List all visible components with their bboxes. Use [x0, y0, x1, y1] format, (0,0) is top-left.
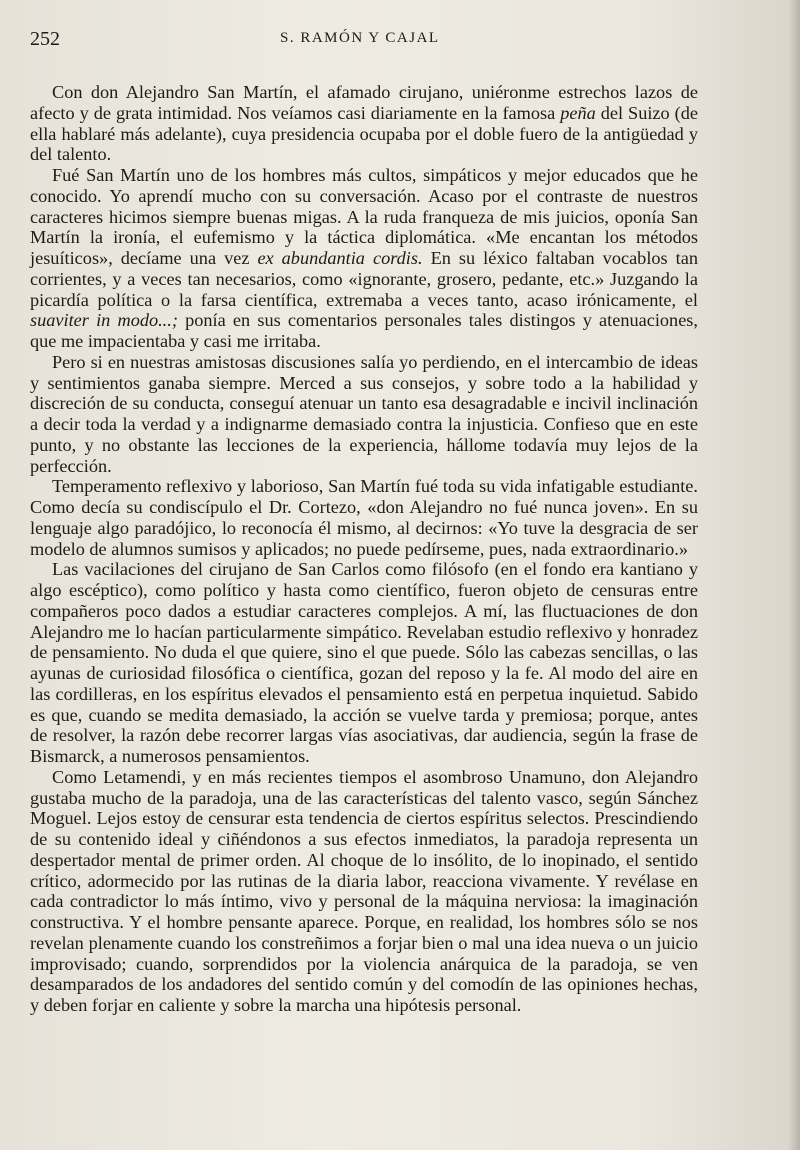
text-run: En su léxico faltaban vocablos tan corrientes, y a veces tan necesarios, como «ignorante, grosero, pedante, etc.» Juzgando la picardía política o la farsa científica, extremaba a veces tanto, acaso irónicamente, el — [30, 248, 698, 310]
paragraph — [30, 82, 698, 165]
paragraph — [30, 352, 698, 477]
italic-phrase: peña — [560, 102, 596, 123]
paragraph — [30, 559, 698, 767]
paragraph — [30, 165, 698, 352]
text-run: del Suizo (de ella hablaré más adelante), cuya presidencia ocupaba por el doble fuero de la antigüedad y del talento. — [30, 102, 699, 165]
italic-phrase: suaviter in modo...; — [30, 310, 178, 331]
text-run: Temperamento reflexivo y laborioso, San Martín fué toda su vida infatigable estudiante. Como decía su condiscípulo el Dr. Cortezo, «don Alejandro no fué nunca joven». En su lenguaje algo paradójico, lo reconocía él mismo, al decirnos: «Yo tuve la desgracia de ser modelo de alumnos sumisos y aplicados; no puede pedírseme, pues, nada extraordinario.» — [30, 476, 698, 559]
running-title: S. RAMÓN Y CAJAL — [280, 30, 440, 46]
page-gutter-shadow — [788, 0, 800, 1150]
text-run: Las vacilaciones del cirujano de San Carlos como filósofo (en el fondo era kantiano y algo escéptico), como político y hasta como científico, fueron objeto de censuras entre compañeros poco dados a estudiar caracteres complejos. A mí, las fluctuaciones de don Alejandro me lo hacían particularmente simpático. Revelaban estudio reflexivo y honradez de pensamiento. No duda el que quiere, sino el que puede. Sólo las cabezas sencillas, o las ayunas de curiosidad filosófica o científica, gozan del reposo y la fe. Al modo del aire en las cordilleras, en los espíritus elevados el pensamiento está en perpetua inquietud. Sabido es que, cuando se medita demasiado, la acción se vuelve tarda y premiosa; porque, antes de resolver, la razón debe recorrer largas vías asociativas, dar audiencia, según la frase de Bismarck, a numerosos pensamientos. — [30, 559, 698, 766]
italic-phrase: ex abundantia cordis. — [257, 248, 423, 268]
text-run: Como Letamendi, y en más recientes tiempos el asombroso Unamuno, don Alejandro gustaba mucho de la paradoja, una de las características del talento vasco, según Sánchez Moguel. Lejos estoy de censurar esta tendencia de ciertos espíritus selectos. Prescindiendo de su contenido ideal y ciñéndonos a sus efectos inmediatos, la paradoja representa un despertador mental de primer orden. Al choque de lo insólito, de lo inopinado, el sentido crítico, adormecido por las rutinas de la diaria labor, reacciona vivamente. Y revélase en cada contradictor lo más íntimo, vivo y personal de la máquina nerviosa: la imaginación constructiva. Y el hombre pensante aparece. Porque, en realidad, los hombres sólo se nos revelan plenamente cuando los constreñimos a forjar bien o mal una idea nueva o un juicio improvisado; cuando, sorprendidos por la violencia anárquica de la paradoja, se ven desamparados de los andadores del sentido común y del comodín de las opiniones hechas, y deben forjar en caliente y sobre la marcha una hipótesis personal. — [30, 766, 698, 1015]
text-run: Fué San Martín uno de los hombres más cultos, simpáticos y mejor educados que he conocido. Yo aprendí mucho con su conversación. Acaso por el contraste de nuestros caracteres hicimos siempre buenas migas. A la ruda franqueza de mis juicios, oponía San Martín la ironía, el eufemismo y la táctica diplomática. «Me encantan los métodos jesuíticos», decíame una vez — [30, 165, 698, 268]
paragraph — [30, 476, 698, 559]
page-number: 252 — [30, 28, 60, 50]
paragraph — [30, 767, 698, 1016]
text-run: ponía en sus comentarios personales tales distingos y atenuaciones, que me impacientaba y casi me irritaba. — [30, 310, 698, 351]
text-run: Pero si en nuestras amistosas discusiones salía yo perdiendo, en el intercambio de ideas y sentimientos ganaba siempre. Merced a sus consejos, y sobre todo a la habilidad y discreción de su conducta, conseguí atenuar un tanto esa desagradable e incivil inclinación a decir toda la verdad y a indignarme demasiado contra la injusticia. Confieso que en este punto, y no obstante las lecciones de la experiencia, hállome todavía muy lejos de la perfección. — [30, 351, 698, 476]
running-head — [30, 22, 694, 56]
text-run: Con don Alejandro San Martín, el afamado cirujano, uniéronme estrechos lazos de afecto y de grata intimidad. Nos veíamos casi diariamente en la famosa — [30, 82, 698, 123]
body-text — [30, 82, 698, 1016]
